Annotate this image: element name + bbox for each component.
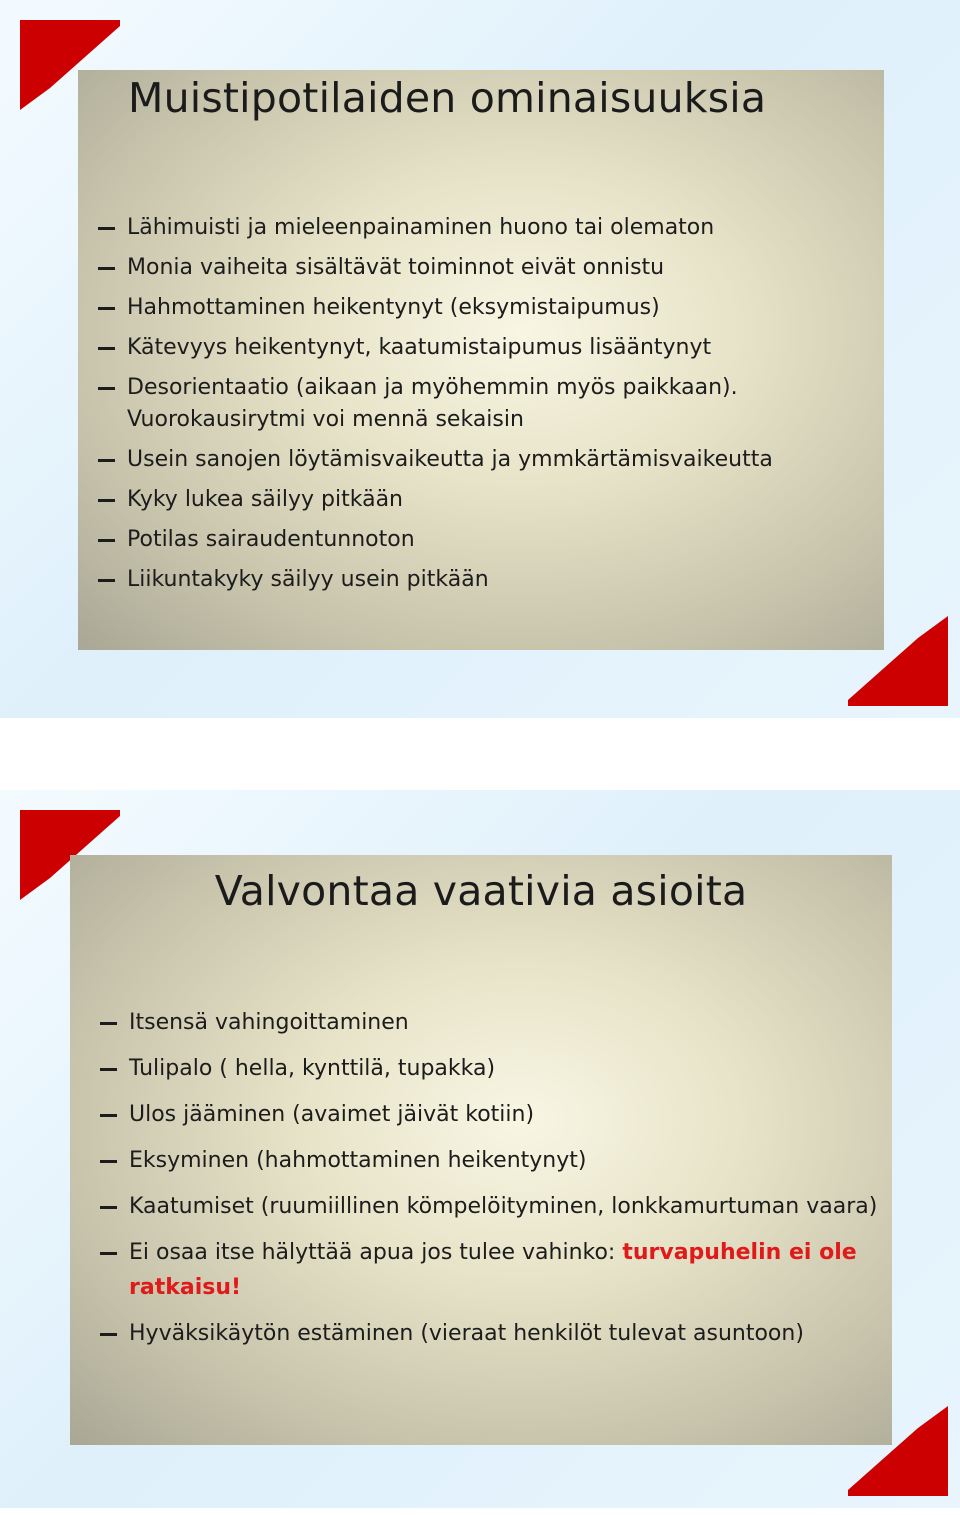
- dash-bullet: [98, 307, 115, 310]
- dash-bullet: [100, 1206, 117, 1209]
- list-item: Eksyminen (hahmottaminen heikentynyt): [100, 1143, 880, 1178]
- dash-bullet: [98, 579, 115, 582]
- slide-1-list: [98, 212, 868, 604]
- dash-bullet: [98, 267, 115, 270]
- slide-2-panel: [70, 855, 892, 1445]
- list-item: Tulipalo ( hella, kynttilä, tupakka): [100, 1051, 880, 1086]
- dash-bullet: [98, 459, 115, 462]
- dash-bullet: [98, 227, 115, 230]
- dash-bullet: [98, 499, 115, 502]
- list-item: Kaatumiset (ruumiillinen kömpelöityminen, lonkkamurtuman vaara): [100, 1189, 880, 1224]
- slide-2-list: [100, 1005, 880, 1362]
- list-item: Desorientaatio (aikaan ja myöhemmin myös paikkaan). Vuorokausirytmi voi mennä sekaisin: [98, 372, 868, 436]
- slide-2-title: Valvontaa vaativia asioita: [214, 867, 748, 915]
- dash-bullet: [100, 1114, 117, 1117]
- dash-bullet: [100, 1252, 117, 1255]
- dash-bullet: [100, 1333, 117, 1336]
- list-item: Ulos jääminen (avaimet jäivät kotiin): [100, 1097, 880, 1132]
- slide-2: [0, 790, 960, 1508]
- list-item: Kyky lukea säilyy pitkään: [98, 484, 868, 516]
- dash-bullet: [100, 1022, 117, 1025]
- list-item: Usein sanojen löytämisvaikeutta ja ymmkärtämisvaikeutta: [98, 444, 868, 476]
- list-item: Hyväksikäytön estäminen (vieraat henkilöt tulevat asuntoon): [100, 1316, 880, 1351]
- list-item: Liikuntakyky säilyy usein pitkään: [98, 564, 868, 596]
- list-item: Hahmottaminen heikentynyt (eksymistaipumus): [98, 292, 868, 324]
- highlight-warning: turvapuhelin ei ole ratkaisu!: [129, 1240, 857, 1300]
- dash-bullet: [98, 539, 115, 542]
- list-item: Potilas sairaudentunnoton: [98, 524, 868, 556]
- dash-bullet: [98, 347, 115, 350]
- slide-1-panel: [78, 70, 884, 650]
- dash-bullet: [98, 387, 115, 390]
- list-item: Itsensä vahingoittaminen: [100, 1005, 880, 1040]
- list-item: Monia vaiheita sisältävät toiminnot eivät onnistu: [98, 252, 868, 284]
- list-item: Ei osaa itse hälyttää apua jos tulee vahinko: turvapuhelin ei ole ratkaisu!: [100, 1235, 880, 1305]
- dash-bullet: [100, 1068, 117, 1071]
- list-item: Lähimuisti ja mieleenpainaminen huono tai olematon: [98, 212, 868, 244]
- slide-1-title: Muistipotilaiden ominaisuuksia: [128, 74, 767, 122]
- list-item: Kätevyys heikentynyt, kaatumistaipumus lisääntynyt: [98, 332, 868, 364]
- slide-1: [0, 0, 960, 718]
- dash-bullet: [100, 1160, 117, 1163]
